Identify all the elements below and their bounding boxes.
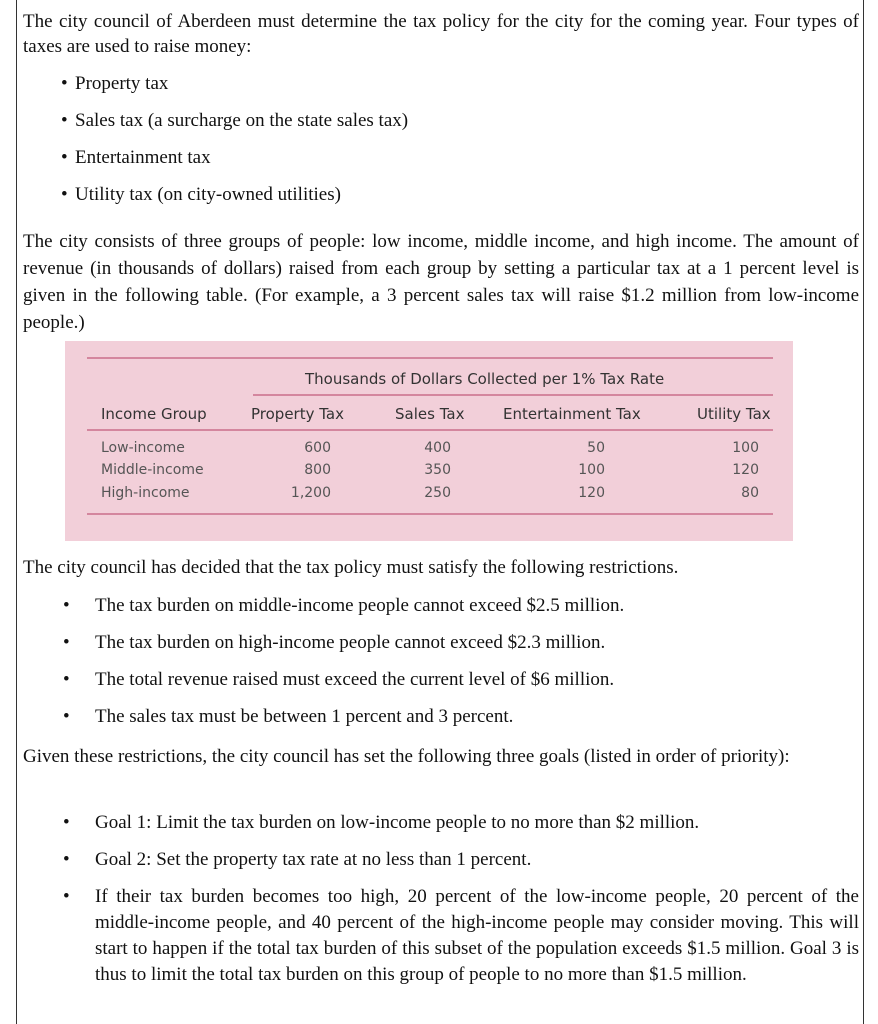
list-item <box>61 146 408 183</box>
list-item-text: Goal 2: Set the property tax rate at no less than 1 percent. <box>95 849 532 870</box>
list-item <box>61 109 408 146</box>
bullet: • <box>63 706 70 727</box>
list-item <box>63 668 859 705</box>
cell-utility: 120 <box>732 462 759 478</box>
list-item-text: Property tax <box>75 73 169 94</box>
list-item-text: The sales tax must be between 1 percent and 3 percent. <box>95 706 514 727</box>
document-page <box>16 0 864 1024</box>
revenue-table <box>65 341 793 541</box>
list-item <box>63 631 859 668</box>
list-item-text: The total revenue raised must exceed the current level of $6 million. <box>95 669 615 690</box>
row-label: Middle-income <box>101 462 204 478</box>
list-item-text: Goal 1: Limit the tax burden on low-income people to no more than $2 million. <box>95 812 700 833</box>
bullet: • <box>61 73 68 94</box>
cell-utility: 100 <box>732 440 759 456</box>
row-label: Low-income <box>101 440 185 456</box>
list-item <box>61 72 408 109</box>
cell-sales: 400 <box>424 440 451 456</box>
cell-entertainment: 50 <box>587 440 605 456</box>
goals-intro: Given these restrictions, the city council has set the following three goals (listed in order of priority): <box>23 746 790 767</box>
list-item-text: Sales tax (a surcharge on the state sales tax) <box>75 110 409 131</box>
table-caption: Thousands of Dollars Collected per 1% Tax Rate <box>305 370 665 388</box>
goals-list <box>63 810 859 988</box>
cell-utility: 80 <box>741 485 759 501</box>
table-top-rule <box>87 357 773 359</box>
bullet: • <box>63 886 70 907</box>
cell-sales: 350 <box>424 462 451 478</box>
list-item-text: If their tax burden becomes too high, 20 percent of the low-income people, 20 percent of the middle-income people, and 40 percent of the high-income people may consider moving. This will start to happen if the total tax burden of this subset of the population exceeds $1.5 million. Goal 3 is thus to limit the total tax burden on this group of people to no more than $1.5 million. <box>95 886 859 985</box>
bullet: • <box>63 632 70 653</box>
list-item-text: Entertainment tax <box>75 147 211 168</box>
cell-property: 600 <box>304 440 331 456</box>
header-income-group: Income Group <box>101 405 207 423</box>
groups-paragraph: The city consists of three groups of people: low income, middle income, and high income. The amount of revenue (in thousands of dollars) raised from each group by setting a particular tax at a 1 percent level is given in the following table. (For example, a 3 percent sales tax will raise $1.2 million from low-income people.) <box>23 231 859 333</box>
restrictions-list <box>63 594 859 742</box>
list-item <box>61 183 408 220</box>
header-property-tax: Property Tax <box>251 405 344 423</box>
caption-rule <box>253 394 773 396</box>
list-item <box>63 810 859 847</box>
list-item <box>63 705 859 742</box>
cell-entertainment: 120 <box>578 485 605 501</box>
bullet: • <box>63 849 70 870</box>
bullet: • <box>61 147 68 168</box>
table-bottom-rule <box>87 513 773 515</box>
row-label: High-income <box>101 485 190 501</box>
restrictions-intro: The city council has decided that the tax policy must satisfy the following restrictions. <box>23 557 679 578</box>
list-item <box>63 847 859 884</box>
list-item <box>63 594 859 631</box>
list-item-text: Utility tax (on city-owned utilities) <box>75 184 341 205</box>
bullet: • <box>61 184 68 205</box>
tax-types-list <box>61 72 408 220</box>
bullet: • <box>63 812 70 833</box>
bullet: • <box>63 669 70 690</box>
header-rule <box>87 429 773 431</box>
list-item-text: The tax burden on high-income people cannot exceed $2.3 million. <box>95 632 606 653</box>
header-sales-tax: Sales Tax <box>395 405 465 423</box>
list-item <box>63 884 859 988</box>
bullet: • <box>61 110 68 131</box>
cell-sales: 250 <box>424 485 451 501</box>
header-entertainment-tax: Entertainment Tax <box>503 405 641 423</box>
intro-paragraph: The city council of Aberdeen must determine the tax policy for the city for the coming year. Four types of taxes are used to raise money: <box>23 11 859 57</box>
list-item-text: The tax burden on middle-income people cannot exceed $2.5 million. <box>95 595 625 616</box>
header-utility-tax: Utility Tax <box>697 405 771 423</box>
bullet: • <box>63 595 70 616</box>
cell-entertainment: 100 <box>578 462 605 478</box>
cell-property: 800 <box>304 462 331 478</box>
cell-property: 1,200 <box>290 485 331 501</box>
